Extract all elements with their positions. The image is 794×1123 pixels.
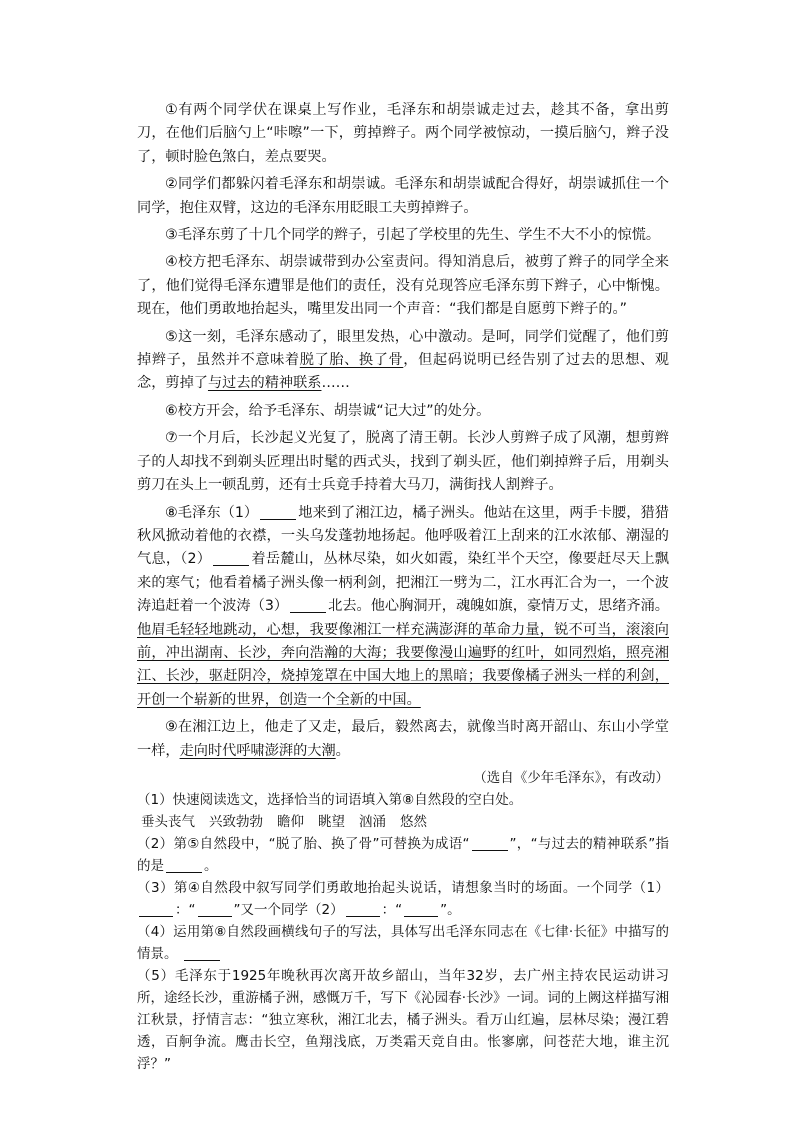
question-3-text: ：“	[175, 901, 196, 918]
fill-blank-2[interactable]	[213, 551, 249, 566]
question-1: （1）快速阅读选文，选择恰当的词语填入第⑧自然段的空白处。	[137, 791, 523, 808]
word-option: 兴致勃勃	[209, 813, 263, 830]
question-4-text: （4）运用第⑧自然段画横线句子的写法，具体写出毛泽东同志在《七律·长征》中描写的情景。	[137, 923, 669, 962]
paragraph-6: ⑥校方开会，给予毛泽东、胡崇诚“记大过”的处分。	[165, 402, 491, 419]
paragraph-5	[137, 326, 669, 396]
paragraph-7: ⑦一个月后，长沙起义光复了，脱离了清王朝。长沙人剪辫子成了风潮，想剪辫子的人却找不到剃头匠理出时髦的西式头，找到了剃头匠，他们剃掉辫子后，用剃头剪刀在头上一顿乱剪，还有士兵竟手持着大马刀，满街找人割辫子。	[137, 430, 669, 494]
fill-blank-3[interactable]	[290, 598, 326, 613]
answer-blank[interactable]	[184, 946, 220, 961]
word-option: 垂头丧气	[141, 813, 195, 830]
paragraph-3: ③毛泽东剪了十几个同学的辫子，引起了学校里的先生、学生不大不小的惊慌。	[165, 227, 661, 244]
source-note: （选自《少年毛泽东》，有改动）	[473, 769, 669, 786]
paragraph-4: ④校方把毛泽东、胡崇诚带到办公室责问。得知消息后，被剪了辫子的同学全来了，他们觉得毛泽东遭罪是他们的责任，没有兑现答应毛泽东剪下辫子，心中惭愧。现在，他们勇敢地抬起头，嘴里发出同一个声音：“我们都是自愿剪下辫子的。”	[137, 254, 669, 318]
question-3-text: ：“	[381, 901, 403, 918]
paragraph-8	[137, 502, 669, 713]
paragraph-9	[137, 716, 669, 763]
answer-blank[interactable]	[404, 902, 438, 917]
word-option: 汹涌	[359, 813, 386, 830]
answer-blank[interactable]	[198, 902, 232, 917]
question-3	[137, 877, 669, 921]
paragraph-1: ①有两个同学伏在课桌上写作业，毛泽东和胡崇诚走过去，趁其不备，拿出剪刀，在他们后脑勺上“咔嚓”一下，剪掉辫子。两个同学被惊动，一摸后脑勺，辫子没了，顿时脸色煞白，差点要哭。	[137, 102, 669, 165]
paragraph-8-text: ⑧毛泽东（1）	[165, 504, 259, 521]
question-2-text: ”，“与过去的精神联系”指的是	[137, 835, 669, 874]
word-option: 悠然	[400, 813, 427, 830]
underlined-phrase-2: 与过去的精神联系	[207, 375, 322, 392]
question-2	[137, 833, 669, 877]
question-2-text: 。	[204, 857, 218, 874]
question-5: （5）毛泽东于1925年晚秋再次离开故乡韶山，当年32岁，去广州主持农民运动讲习所，途经长沙，重游橘子洲，感慨万千，写下《沁园春·长沙》一词。词的上阙这样描写湘江秋景，抒情言志：“独立寒秋，湘江北去，橘子洲头。看万山红遍，层林尽染；漫江碧透，百舸争流。鹰击长空，鱼翔浅底，万类霜天竞自由。怅寥廓，问苍茫大地，谁主沉浮？”	[137, 967, 669, 1072]
answer-blank[interactable]	[139, 902, 173, 917]
answer-blank[interactable]	[472, 836, 508, 851]
paragraph-5-text: ……	[321, 375, 350, 392]
underlined-sentence: 他眉毛轻轻地跳动，心想，我要像湘江一样充满澎湃的革命力量，锐不可当，滚滚向前，冲出湖南、长沙，奔向浩瀚的大海；我要像漫山遍野的红叶，如同烈焰，照亮湘江、长沙，驱赶阴冷，烧掉笼罩在中国大地上的黑暗；我要像橘子洲头一样的利剑，开创一个崭新的世界，创造一个全新的中国。	[137, 621, 669, 708]
question-3-text: ”。	[440, 901, 461, 918]
document-page	[137, 99, 669, 1075]
question-3-text: （3）第④自然段中叙写同学们勇敢地抬起头说话，请想象当时的场面。一个同学（1）	[137, 879, 669, 896]
paragraph-5-text: ⑤这一刻，毛泽东感动了，眼里发热，心中激动。是呵，同学们觉醒了，他们剪掉辫子，虽然并不意味着	[137, 328, 669, 369]
word-bank	[141, 811, 669, 833]
paragraph-8-text: 着岳麓山，丛林尽染，如火如霞，染红半个天空，像要赶尽天上飘来的寒气；他看着橘子洲头像一柄利剑，把湘江一劈为二，江水再汇合为一，一个波涛追赶着一个波涛（3）	[137, 551, 669, 615]
paragraph-9-text: 。	[335, 742, 350, 759]
paragraph-2: ②同学们都躲闪着毛泽东和胡崇诚。毛泽东和胡崇诚配合得好，胡崇诚抓住一个同学，抱住双臂，这边的毛泽东用眨眼工夫剪掉辫子。	[137, 176, 669, 216]
question-2-text: （2）第⑤自然段中，“脱了胎、换了骨”可替换为成语“	[137, 835, 470, 852]
paragraph-8-text: 北去。他心胸洞开，魂魄如旗，豪情万丈，思绪齐涌。	[328, 598, 669, 615]
word-option: 眺望	[318, 813, 345, 830]
underlined-phrase-1: 脱了胎、换了骨	[299, 352, 404, 369]
paragraph-9-text: ⑨在湘江边上，他走了又走，最后，毅然离去，就像当时离开韶山、东山小学堂一样，	[137, 719, 669, 759]
underlined-phrase-3: 走向时代呼啸澎湃的大潮	[179, 742, 336, 759]
question-4	[137, 921, 669, 965]
fill-blank-1[interactable]	[260, 505, 296, 520]
answer-blank[interactable]	[346, 902, 380, 917]
answer-blank[interactable]	[166, 858, 202, 873]
word-option: 瞻仰	[277, 813, 304, 830]
paragraph-5-text: ，但起码说明已经告别了过去的思想、观念，剪掉了	[137, 352, 669, 392]
paragraph-8-text: 地来到了湘江边，橘子洲头。他站在这里，两手卡腰，猎猎秋风掀动着他的衣襟，一头乌发蓬勃地扬起。他呼吸着江上刮来的江水浓郁、潮湿的气息，（2）	[137, 504, 669, 568]
question-3-text: ”又一个同学（2）	[233, 901, 344, 918]
